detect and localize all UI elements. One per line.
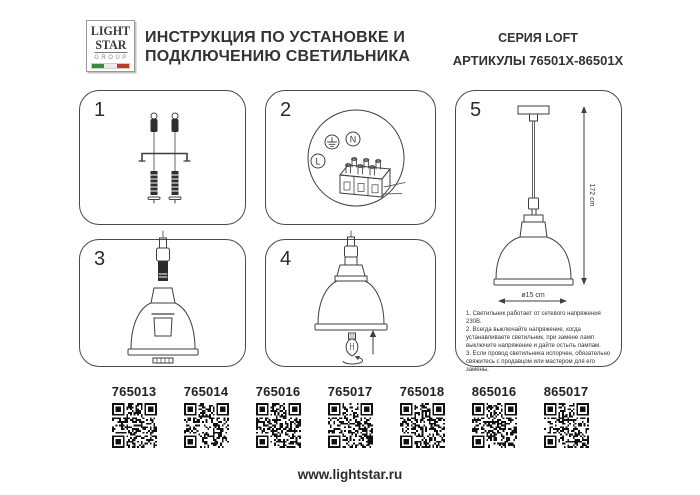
note-2: 2. Всегда выключайте напряжение, когда устанавливаете светильник, при замене ламп выключите напряжение и дайте остыть лампам. xyxy=(466,327,601,349)
terminal-screws xyxy=(346,158,381,175)
product-item xyxy=(398,384,446,448)
series-info xyxy=(448,31,628,68)
product-code-label: 865017 xyxy=(543,384,589,399)
product-code-label: 865016 xyxy=(471,384,517,399)
italian-flag-stripe xyxy=(91,63,130,69)
note-1: 1. Светильник работает от сетевого напряжения 230В. xyxy=(466,311,601,325)
mounting-bracket xyxy=(139,154,190,162)
product-code-label: 765017 xyxy=(327,384,373,399)
product-item xyxy=(470,384,518,448)
bulb-installation-diagram xyxy=(266,240,437,370)
live-label xyxy=(311,154,325,168)
neutral-label xyxy=(346,132,360,146)
product-code-label: 765013 xyxy=(111,384,157,399)
lamp-shade xyxy=(128,288,198,355)
qr-code xyxy=(400,403,445,448)
product-item xyxy=(182,384,230,448)
product-item xyxy=(542,384,590,448)
socket-and-shade-diagram xyxy=(80,240,247,370)
logo-word-group: GROUP xyxy=(94,55,129,61)
title-line-2: ПОДКЛЮЧЕНИЮ СВЕТИЛЬНИКА xyxy=(145,48,411,65)
cord-and-socket xyxy=(157,231,170,281)
step-number: 5 xyxy=(470,99,482,121)
qr-code xyxy=(472,403,517,448)
svg-text:ø15 cm: ø15 cm xyxy=(521,292,545,299)
screw-right xyxy=(172,113,179,171)
logo-word-light: LIGHT xyxy=(90,23,131,38)
step-2-panel xyxy=(265,90,436,225)
svg-text:172 cm: 172 cm xyxy=(588,183,595,207)
qr-code xyxy=(544,403,589,448)
product-item xyxy=(110,384,158,448)
series-label: СЕРИЯ LOFT xyxy=(498,31,578,45)
product-code-label: 765016 xyxy=(255,384,301,399)
step-1-panel xyxy=(79,90,246,225)
candle-bulb xyxy=(346,333,358,356)
product-item xyxy=(254,384,302,448)
qr-code xyxy=(112,403,157,448)
step-3-panel xyxy=(79,239,246,367)
articles-label: АРТИКУЛЫ 76501Х-86501Х xyxy=(452,53,624,68)
product-code-label: 765014 xyxy=(183,384,229,399)
svg-text:L: L xyxy=(315,156,321,167)
height-dimension xyxy=(581,106,595,285)
wiring-diagram xyxy=(266,91,437,226)
assembled-lamp xyxy=(315,231,387,330)
product-code-label: 765018 xyxy=(399,384,445,399)
step-5-panel xyxy=(455,90,622,373)
title-line-1: ИНСТРУКЦИЯ ПО УСТАНОВКЕ И xyxy=(145,29,406,46)
rotate-arrow-icon xyxy=(343,356,363,364)
products-row xyxy=(0,384,700,448)
step-number: 2 xyxy=(280,99,292,121)
shade-connector xyxy=(153,358,173,363)
earth-icon xyxy=(325,135,339,149)
product-item xyxy=(326,384,374,448)
diameter-dimension xyxy=(498,292,567,304)
page-title xyxy=(145,28,410,66)
flag-red xyxy=(117,64,129,68)
lightstar-logo xyxy=(86,20,135,72)
note-3: 3. Если провод светильника испорчен, обязательно свяжитесь с продавцом или мастером для его замены. xyxy=(466,351,611,373)
step-number: 4 xyxy=(280,248,292,270)
qr-code xyxy=(328,403,373,448)
step-4-panel xyxy=(265,239,436,367)
qr-code xyxy=(256,403,301,448)
pendant-lamp xyxy=(494,106,573,285)
flag-white xyxy=(104,64,116,68)
wall-anchor-left xyxy=(148,171,160,203)
qr-code xyxy=(184,403,229,448)
logo-word-star: STAR xyxy=(94,37,127,52)
terminal-block xyxy=(340,158,405,197)
screw-left xyxy=(151,113,158,171)
up-arrow-icon xyxy=(370,330,376,354)
wall-anchor-right xyxy=(169,171,181,203)
mounting-hardware-diagram xyxy=(80,91,247,226)
step-number: 1 xyxy=(94,99,106,121)
svg-text:N: N xyxy=(349,134,357,145)
flag-green xyxy=(92,64,104,68)
website-url: www.lightstar.ru xyxy=(297,467,403,482)
step-number: 3 xyxy=(94,248,106,270)
safety-notes xyxy=(466,310,616,374)
